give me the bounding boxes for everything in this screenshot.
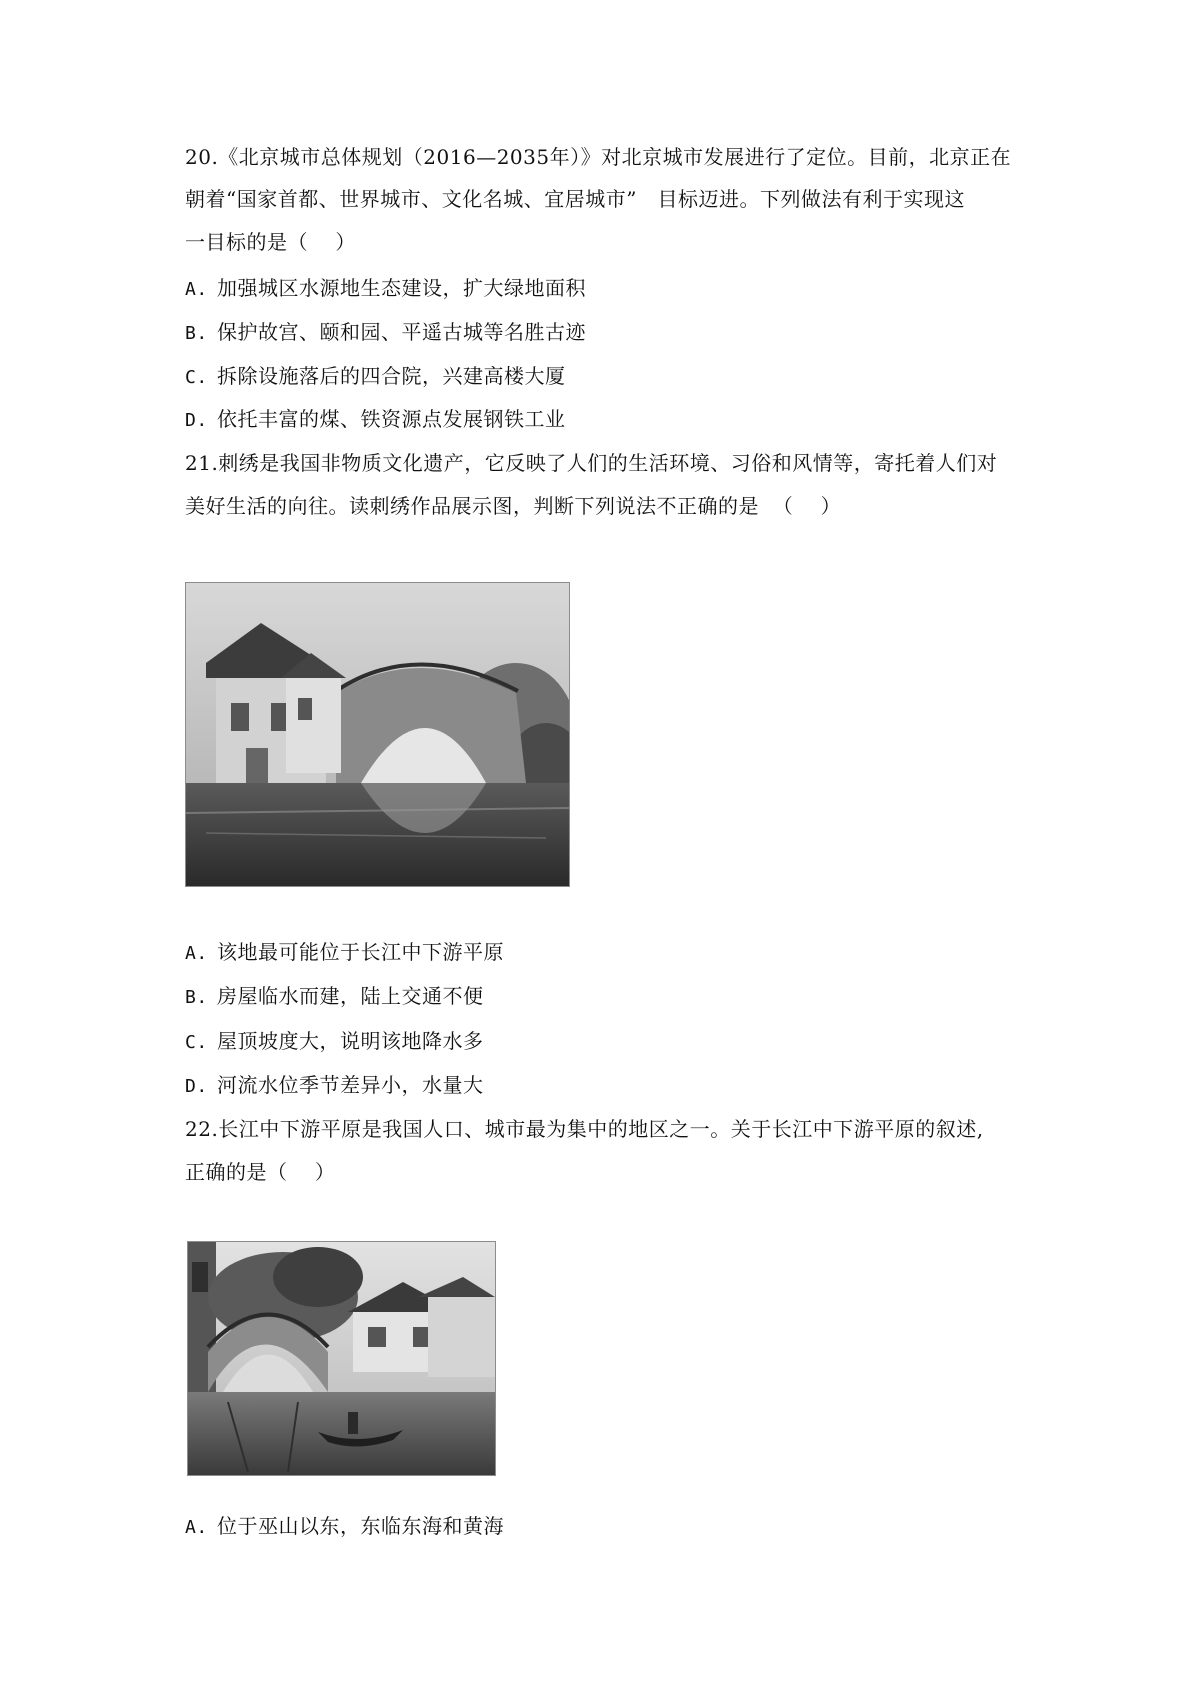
q21-option-b-text: 房屋临水而建，陆上交通不便 [217,984,484,1008]
q20-option-a-letter: A. [185,279,208,300]
q21-option-c-text: 屋顶坡度大，说明该地降水多 [217,1029,484,1053]
q21-option-c-letter: C. [185,1032,208,1053]
q20-option-a-text: 加强城区水源地生态建设，扩大绿地面积 [217,276,586,300]
q20-stem-line-3: 一目标的是（ ） [185,230,356,254]
q20-option-c-text: 拆除设施落后的四合院，兴建高楼大厦 [217,364,566,388]
q20-option-d [185,405,566,435]
q21-stem-line-1: 21.刺绣是我国非物质文化遗产，它反映了人们的生活环境、习俗和风情等，寄托着人们对 [185,451,998,475]
q20-stem-line-1: 20.《北京城市总体规划（2016—2035年）》对北京城市发展进行了定位。目前，北京正在 [185,145,1012,169]
q20-option-d-letter: D. [185,410,208,431]
q20-option-c [185,362,566,392]
q21-option-d-text: 河流水位季节差异小，水量大 [217,1073,484,1097]
q21-option-d [185,1071,484,1101]
q20-option-d-text: 依托丰富的煤、铁资源点发展钢铁工业 [217,407,566,431]
q20-option-b-text: 保护故宫、颐和园、平遥古城等名胜古迹 [217,320,586,344]
q21-option-a [185,938,504,968]
q20-option-b [185,318,586,348]
embroidery-water-town-image [185,582,570,887]
q21-stem-line-2: 美好生活的向往。读刺绣作品展示图，判断下列说法不正确的是 （ ） [185,494,842,518]
q22-stem-line-1: 22.长江中下游平原是我国人口、城市最为集中的地区之一。关于长江中下游平原的叙述, [185,1117,984,1141]
embroidery-water-town-bridge-image-icon [186,583,569,886]
q21-option-a-letter: A. [185,943,208,964]
q20-stem-line-2: 朝着“国家首都、世界城市、文化名城、宜居城市” 目标迈进。下列做法有利于实现这 [185,187,966,211]
water-town-boat-image [187,1241,496,1476]
q20-option-a [185,274,586,304]
q21-option-b-letter: B. [185,987,208,1008]
q20-option-b-letter: B. [185,323,208,344]
q21-option-b [185,982,484,1012]
q22-option-a [185,1512,504,1542]
q22-stem-line-2: 正确的是（ ） [185,1160,336,1184]
q21-option-c [185,1027,484,1057]
q22-option-a-letter: A. [185,1517,208,1538]
q21-option-a-text: 该地最可能位于长江中下游平原 [217,940,504,964]
q22-option-a-text: 位于巫山以东，东临东海和黄海 [217,1514,504,1538]
q20-option-c-letter: C. [185,367,208,388]
q21-option-d-letter: D. [185,1076,208,1097]
water-town-bridge-boat-image-icon [188,1242,495,1475]
